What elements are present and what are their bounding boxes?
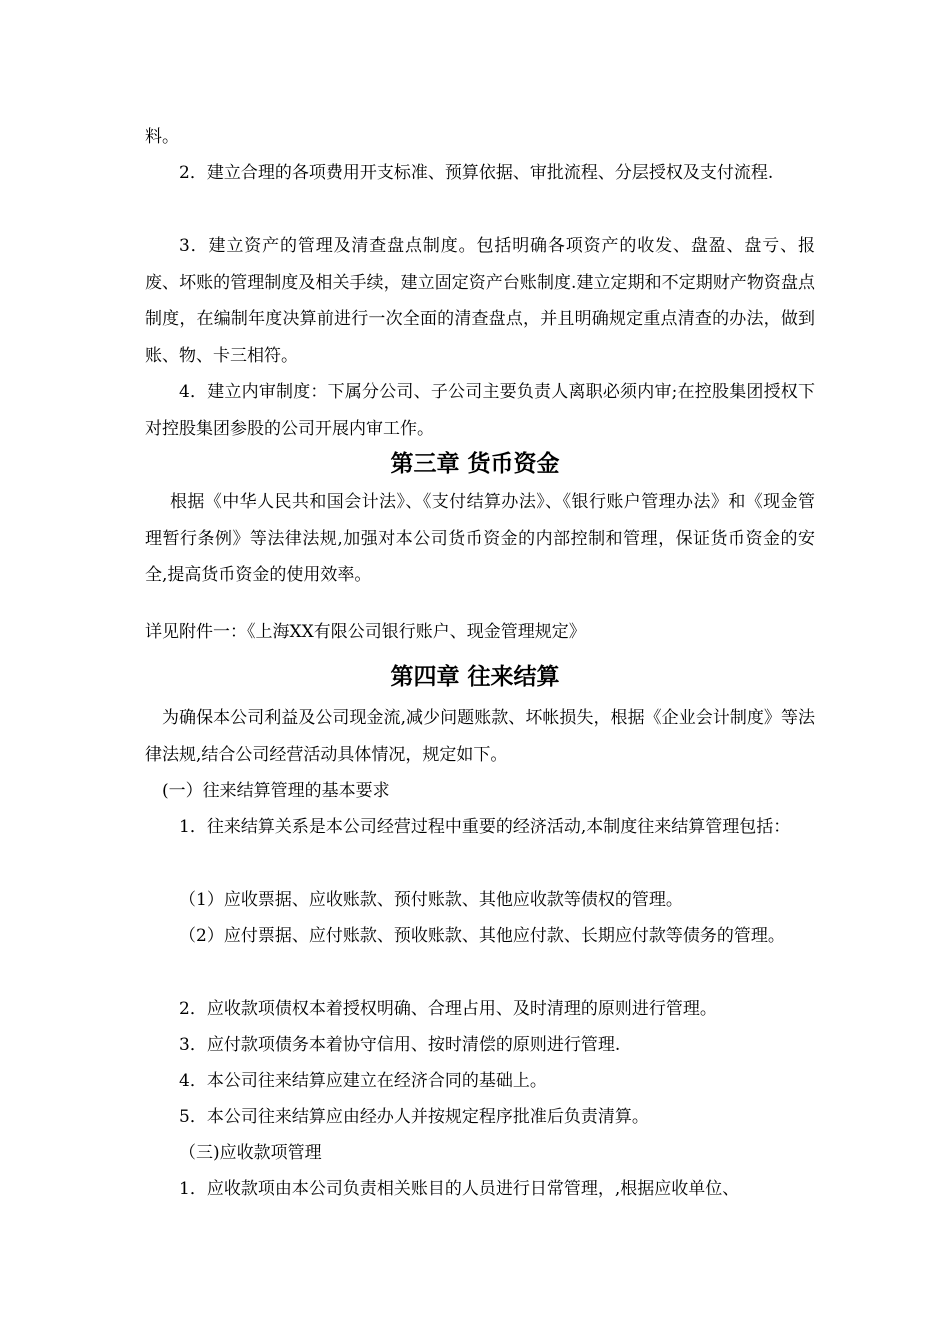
section-1-item-4: 4．本公司往来结算应建立在经济合同的基础上。 [179, 1071, 547, 1091]
paragraph-item-2: 2．建立合理的各项费用开支标准、预算依据、审批流程、分层授权及支付流程. [179, 163, 774, 183]
paragraph-continuation: 料。 [145, 127, 179, 147]
section-1-item-1: 1．往来结算关系是本公司经营过程中重要的经济活动,本制度往来结算管理包括： [179, 817, 791, 837]
section-1-item-5: 5．本公司往来结算应由经办人并按规定程序批准后负责清算。 [179, 1107, 649, 1127]
paragraph-item-3: 3．建立资产的管理及清查盘点制度。包括明确各项资产的收发、盘盈、盘亏、报废、坏账的管理制度及相关手续，建立固定资产台账制度.建立定期和不定期财产物资盘点制度，在编制年度决算前进行一次全面的清查盘点，并且明确规定重点清查的办法，做到账、物、卡三相符。 [145, 236, 815, 366]
section-1-title: (一）往来结算管理的基本要求 [162, 781, 390, 801]
section-3-title: （三)应收款项管理 [179, 1143, 322, 1163]
section-1-item-2: 2．应收款项债权本着授权明确、合理占用、及时清理的原则进行管理。 [179, 999, 717, 1019]
section-1-item-3: 3．应付款项债务本着协守信用、按时清偿的原则进行管理. [179, 1035, 621, 1055]
section-1-item-1b: （2）应付票据、应付账款、预收账款、其他应付款、长期应付款等债务的管理。 [179, 926, 785, 946]
chapter-3-title: 第三章 货币资金 [390, 451, 560, 477]
chapter-4-title: 第四章 往来结算 [390, 664, 560, 690]
section-3-item-1: 1．应收款项由本公司负责相关账目的人员进行日常管理，,根据应收单位、 [179, 1179, 740, 1199]
paragraph-item-4: 4．建立内审制度：下属分公司、子公司主要负责人离职必须内审;在控股集团授权下对控股集团参股的公司开展内审工作。 [145, 382, 815, 439]
chapter-4-intro: 为确保本公司利益及公司现金流,减少问题账款、坏帐损失，根据《企业会计制度》等法律法规,结合公司经营活动具体情况，规定如下。 [145, 708, 815, 765]
chapter-3-attachment-note: 详见附件一：《上海XX有限公司银行账户、现金管理规定》 [145, 622, 586, 642]
section-1-item-1a: （1）应收票据、应收账款、预付账款、其他应收款等债权的管理。 [179, 890, 683, 910]
chapter-3-intro: 根据《中华人民共和国会计法》、《支付结算办法》、《银行账户管理办法》和《现金管理暂行条例》等法律法规,加强对本公司货币资金的内部控制和管理，保证货币资金的安全,提高货币资金的使用效率。 [145, 492, 815, 585]
